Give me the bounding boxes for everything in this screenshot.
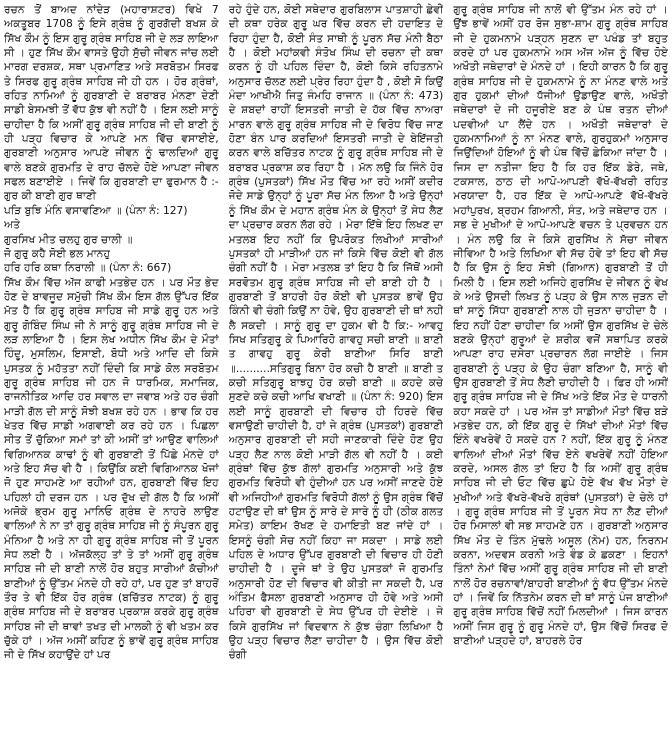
gurbani-quote-1: ਪੜਿ ਬੁਝਿ ਮੰਨਿ ਵਸਾਵਣਿਆ ॥ (ਪੰਨਾ ਨੰ: 127) xyxy=(4,203,188,217)
text-column-3 xyxy=(453,3,668,734)
text-column-2 xyxy=(229,3,444,734)
column-2-paragraph-1: ਰਹੇ ਹੁੰਦੇ ਹਨ, ਕੋਈ ਸਥੇਦਾਰ ਗੁਰਬਿਲਾਸ ਪਾਤਸ਼ਾਹੀ ਛੇਵੀਂ ਦੀ ਕਥਾ ਹਰੇਕ ਗੁਰੂ ਘਰ ਵਿੱਚ ਕਰਨ ਦੀ ਹਦਾਇਤ ਦੇ ਰਿਹਾ ਹੁੰਦਾ ਹੈ, ਕੋਈ ਸੰਤ ਸਾਥੀ ਨੂੰ ਪੂਰਨ ਸੱਚ ਮੰਨੀ ਬੈਠਾ ਹੈ । ਕੋਈ ਮਹਾਂਕਵੀ ਸੰਤੋਖ ਸਿੰਘ ਦੀ ਰਚਨਾ ਦੀ ਕਥਾ ਕਰਨ ਨੂੰ ਹੀ ਪਹਿਲ ਦਿੰਦਾ ਹੈ, ਕੋਈ ਕਿਸੇ ਰਹਿਤਨਾਮੇ ਅਨੁਸਾਰ ਚੱਲਣ ਲਈ ਪ੍ਰੇਰ ਰਿਹਾ ਹੁੰਦਾ ਹੈ , ਕੋਈ ਸੋ ਕਿਉਂ ਮੰਦਾ ਆਖੀਐ ਜਿਤੁ ਜੰਮਹਿ ਰਾਜਾਨ ॥ (ਪੰਨਾ ਨੰ: 473) ਦੇ ਸ਼ਬਦਾਂ ਰਾਹੀਂ ਇਸਤਰੀ ਜਾਤੀ ਦੇ ਹੱਕ ਵਿੱਚ ਨਾਅਰਾ ਮਾਰਨ ਵਾਲੇ ਗੁਰੂ ਗ੍ਰੰਥ ਸਾਹਿਬ ਜੀ ਦੇ ਵਿਰੋਧ ਵਿੱਚ ਜਾਣ ਹੋਣਾ ਬੰਨ ਪਾਰ ਕਰਦਿਆਂ ਇਸਤਰੀ ਜਾਤੀ ਦੇ ਬੇਇੱਜਤੀ ਕਰਨ ਵਾਲੇ ਬਚਿੱਤਰ ਨਾਟਕ ਨੂੰ ਗੁਰੂ ਗ੍ਰੰਥ ਸਾਹਿਬ ਜੀ ਦੇ ਬਰਾਬਰ ਪ੍ਰਕਾਸ਼ ਕਰ ਰਿਹਾ ਹੈ । ਮੱਨ ਲਉ ਕਿ ਜਿੰਨੇ ਹੋਰ ਗ੍ਰੰਥ (ਪੁਸਤਕਾਂ) ਸਿੱਖ ਮੌਤ ਵਿੱਚ ਆ ਰਹੇ ਅਸੀਂ ਕਦੀਰ ਜੋਦੇ ਸਾਡੇ ਉਨ੍ਹਾਂ ਨੂੰ ਪੂਰਾ ਸੱਚ ਮੰਨ ਲਿਆ ਹੈ ਅਤੇ ਉਨ੍ਹਾਂ ਨੂੰ ਸਿੱਖ ਕੌਮ ਦੇ ਮਹਾਨ ਗ੍ਰੰਥ ਮੰਨ ਕੇ ਉਨ੍ਹਾਂ ਤੋਂ ਸੇਧ ਲੈਣ ਦਾ ਪ੍ਰਚਾਰ ਕਰਨ ਲੱਗ ਰਹੇ । ਮੇਰਾ ਇੱਥੇ ਇਹ ਲਿਖਣ ਦਾ ਮਤਲਬ ਇਹ ਨਹੀਂ ਕਿ ਉਪਰੋਕਤ ਲਿਖੀਆਂ ਸਾਰੀਆਂ ਪੁਸਤਕਾਂ ਹੀ ਮਾੜੀਆਂ ਹਨ ਜਾਂ ਕਿਸੇ ਵਿੱਚ ਕੋਈ ਵੀ ਗੱਲ ਚੰਗੀ ਨਹੀਂ ਹੈ । ਮੇਰਾ ਮਤਲਬ ਤਾਂ ਇਹ ਹੈ ਕਿ ਜਿੱਥੋਂ ਅਸੀਂ ਸਰਵੋਤਮ ਗੁਰੂ ਗ੍ਰੰਥ ਸਾਹਿਬ ਜੀ ਦੀ ਬਾਣੀ ਹੀ ਹੈ । ਗੁਰਬਾਣੀ ਤੋਂ ਬਾਹਰੀ ਹੋਰ ਕੋਈ ਵੀ ਪੁਸਤਕ ਭਾਵੇਂ ਉਹ ਕਿੰਨੀ ਵੀ ਚੰਗੀ ਕਿਉਂ ਨਾ ਹੋਵੇ, ਉਹ ਗੁਰਬਾਣੀ ਦੀ ਥਾਂ ਨਹੀਂ ਲੈ ਸਕਦੀ । ਸਾਨੂੰ ਗੁਰੂ ਦਾ ਹੁਕਮ ਵੀ ਹੈ ਕਿ:- ਆਵਹੁ ਸਿਖ ਸਤਿਗੁਰੂ ਕੇ ਪਿਆਰਿਹੋ ਗਾਵਹੁ ਸਚੀ ਬਾਣੀ ॥ ਬਾਣੀ ਤ ਗਾਵਹੁ ਗੁਰੂ ਕੇਰੀ ਬਾਣੀਆ ਸਿਰਿ ਬਾਣੀ ॥..........ਸਤਿਗੁਰੂ ਬਿਨਾ ਹੋਰ ਕਚੀ ਹੈ ਬਾਣੀ ॥ ਬਾਣੀ ਤ ਕਚੀ ਸਤਿਗੁਰੂ ਬਾਝਹੁ ਹੋਰ ਕਚੀ ਬਾਣੀ ॥ ਕਹਦੇ ਕਚੇ ਸੁਣਦੇ ਕਚੇ ਕਚੀ ਆਖਿ ਵਖਾਣੀ ॥ (ਪੰਨਾ ਨੰ: 920) ਇਸ ਲਈ ਸਾਨੂੰ ਗੁਰਬਾਣੀ ਦੀ ਵਿਚਾਰ ਹੀ ਹਿਰਦੇ ਵਿੱਚ ਵਸਾਉਣੀ ਚਾਹੀਦੀ ਹੈ, ਹਾਂ ਜੇ ਗ੍ਰੰਥ (ਪੁਸਤਕਾਂ) ਗੁਰਬਾਣੀ ਅਨੁਸਾਰ ਗੁਰਬਾਣੀ ਦੀ ਸਹੀ ਜਾਣਕਾਰੀ ਦਿੰਦੇ ਹੋਣ ਉਹ ਪੜ੍ਹ ਲੈਣ ਨਾਲ ਕੋਈ ਮਾੜੀ ਗੱਲ ਵੀ ਨਹੀਂ ਹੈ । ਕਈ ਗ੍ਰੰਥਾਂ ਵਿੱਚ ਕੁੱਝ ਗੱਲਾਂ ਗੁਰਮਤਿ ਅਨੁਸਾਰੀ ਅਤੇ ਕੁੱਝ ਗੁਰਮਤਿ ਵਿਰੋਧੀ ਵੀ ਹੁੰਦੀਆਂ ਹਨ ਪਰ ਅਸੀਂ ਜਾਣਦੇ ਹੋਏ ਵੀ ਅਜਿਹੀਆਂ ਗੁਰਮਤਿ ਵਿਰੋਧੀ ਗੱਲਾਂ ਨੂੰ ਉਸ ਗ੍ਰੰਥ ਵਿੱਚੋਂ ਹਟਾਉਣ ਦੀ ਥਾਂ ਉਸ ਨੂੰ ਸਾਰੇ ਦੇ ਸਾਰੇ ਨੂੰ ਹੀ (ਠੀਕ ਗਲਤ ਸਮੇਤ) ਕਾਇਮ ਰੱਖਣ ਦੇ ਹਮਾਇਤੀ ਬਣ ਜਾਂਦੇ ਹਾਂ । ਇਸਨੂੰ ਚੰਗੀ ਸੋਚ ਨਹੀਂ ਕਿਹਾ ਜਾ ਸਕਦਾ । ਸਾਡੇ ਲਈ ਪਹਿਲ ਦੇ ਅਧਾਰ ਉੱਪਰ ਗੁਰਬਾਣੀ ਦੀ ਵਿਚਾਰ ਹੀ ਹੋਣੀ ਚਾਹੀਦੀ ਹੈ । ਦੂਜੇ ਥਾਂ ਤੇ ਉਹ ਪੁਸਤਕਾਂ ਜੋ ਗੁਰਮਤਿ ਅਨੁਸਾਰੀ ਹੋਣ ਦੀ ਵਿਚਾਰ ਵੀ ਕੀਤੀ ਜਾ ਸਕਦੀ ਹੈ, ਪਰ ਅੰਤਿਮ ਫੈਸਲਾ ਗੁਰਬਾਣੀ ਅਨੁਸਾਰ ਹੀ ਹੋਵੇ ਅਤੇ ਅਸੀਂ ਪਹਿਰਾ ਵੀ ਗੁਰਬਾਣੀ ਦੇ ਸੇਧ ਉੱਪਰ ਹੀ ਦੇਈਏ । ਜੇ ਕਿਸੇ ਗੁਰਸਿੱਖ ਜਾਂ ਵਿਦਵਾਨ ਨੇ ਕੁੱਝ ਚੰਗਾ ਲਿਖਿਆ ਹੈ ਉਹ ਪੜ੍ਹ ਵਿਚਾਰ ਲੈਣਾ ਚਾਹੀਦਾ ਹੈ । ਉਸ ਵਿੱਚ ਕੋਈ ਚੰਗੀ xyxy=(228,3,444,662)
gurbani-quote-2: ਗੁਰਸਿਖ ਮੀਤ ਚਲਹੁ ਗੁਰ ਚਾਲੀ ॥ ਜੋ ਗੁਰੁ ਕਹੈ ਸੋਈ ਭਲ ਮਾਨਹੁ ਹਰਿ ਹਰਿ ਕਥਾ ਨਿਰਾਲੀ ॥ (ਪੰਨਾ ਨੰ: 667) xyxy=(4,232,172,275)
column-1-paragraph-2: ਸਿੱਖ ਕੌਮ ਵਿੱਚ ਅੱਜ ਕਾਫੀ ਮਤਭੇਦ ਹਨ । ਪਰ ਮੌਤ ਭੇਦ ਹੋਣ ਦੇ ਬਾਵਜੂਦ ਸਮੁੱਚੀ ਸਿੱਖ ਕੌਮ ਇਸ ਗੱਲ ਉੱਪਰ ਇੱਕ ਮੱਤ ਹੈ ਕਿ ਗੁਰੂ ਗ੍ਰੰਥ ਸਾਹਿਬ ਜੀ ਸਾਡੇ ਗੁਰੂ ਹਨ ਅਤੇ ਗੁਰੂ ਗੋਬਿੰਦ ਸਿੰਘ ਜੀ ਨੇ ਸਾਨੂੰ ਗੁਰੂ ਗ੍ਰੰਥ ਸਾਹਿਬ ਜੀ ਦੇ ਲੜ ਲਾਇਆ ਹੈ । ਇਸ ਲੇਖ ਅਧੀਨ ਸਿੱਖ ਕੌਮ ਦੇ ਮੌਤਾਂ ਹਿੰਦੂ, ਮੁਸਲਿਮ, ਇਸਾਈ, ਬੋਧੀ ਅਤੇ ਆਦਿ ਦੀ ਕਿਸੇ ਪੁਸਤਕ ਨੂੰ ਮਹੱਤਤਾ ਨਹੀਂ ਦਿੰਦੀ ਕਿ ਸਾਡੇ ਕੋਲ ਸਰਬੋਤਮ ਗੁਰੂ ਗ੍ਰੰਥ ਸਾਹਿਬ ਜੀ ਹਨ ਜੋ ਧਾਰਮਿਕ, ਸਮਾਜਿਕ, ਰਾਜਨੀਤਿਕ ਆਦਿ ਹਰ ਸਵਾਲ ਦਾ ਜਵਾਬ ਅਤੇ ਹਰ ਚੰਗੀ ਮਾੜੀ ਗੱਲ ਦੀ ਸਾਨੂੰ ਸੋਝੀ ਬਖਸ਼ ਰਹੇ ਹਨ । ਭਾਵ ਕਿ ਹਰ ਖੇਤਰ ਵਿੱਚ ਸਾਡੀ ਅਗਵਾਈ ਕਰ ਰਹੇ ਹਨ । ਪਿਛਲਾ ਸੀਤ ਤੋਂ ਚੁੱਕਿਆ ਸਮਾਂ ਤਾਂ ਕੀ ਅਸੀਂ ਤਾਂ ਆਉਣ ਵਾਲਿਆਂ ਵਿਗਿਆਨਕ ਕਾਢਾਂ ਨੂੰ ਵੀ ਗੁਰਬਾਣੀ ਤੋਂ ਪਿੱਛੇ ਮੰਨਦੇ ਹਾਂ ਅਤੇ ਇਹ ਸੱਚ ਵੀ ਹੈ । ਕਿਉਂਕਿ ਕਈ ਵਿਗਿਆਨਕ ਖੋਜਾਂ ਜੋ ਹੁਣ ਸਾਹਮਣੇ ਆ ਰਹੀਆਂ ਹਨ, ਗੁਰਬਾਣੀ ਵਿੱਚ ਇਹ ਪਹਿਲਾਂ ਹੀ ਦਰਜ ਹਨ । ਪਰ ਦੁੱਖ ਦੀ ਗੱਲ ਹੈ ਕਿ ਅਸੀਂ ਅਜੋਕੇ ਭ੍ਰਮ ਗੁਰੂ ਮਾਨਿਓ ਗ੍ਰੰਥ ਦੇ ਨਾਹਰੇ ਲਾਉਣ ਵਾਲਿਆਂ ਨੇ ਨਾ ਤਾਂ ਗੁਰੂ ਗ੍ਰੰਥ ਸਾਹਿਬ ਜੀ ਨੂੰ ਸੰਪੂਰਨ ਗੁਰੂ ਮੰਨਿਆ ਹੈ ਅਤੇ ਨਾ ਹੀ ਗੁਰੂ ਗ੍ਰੰਥ ਸਾਹਿਬ ਜੀ ਤੋਂ ਪੂਰਨ ਸੇਧ ਲਈ ਹੈ । ਅੱਜਕੱਲ੍ਹ ਤਾਂ ਤੇ ਤਾਂ ਅਸੀਂ ਗੁਰੂ ਗ੍ਰੰਥ ਸਾਹਿਬ ਜੀ ਦੀ ਬਾਣੀ ਨਾਲੋਂ ਹੋਰ ਬਹੁਤ ਸਾਰੀਆਂ ਕੱਚੀਆਂ ਬਾਣੀਆਂ ਨੂੰ ਉੱਤਮ ਮੰਨਦੇ ਹੀ ਰਹੇ ਹਾਂ, ਪਰ ਹੁਣ ਤਾਂ ਬਾਹਰੋਂ ਤੌਰ ਤੇ ਵੀ ਇੱਕ ਹੋਰ ਗ੍ਰੰਥ (ਬਚਿੱਤਰ ਨਾਟਕ) ਨੂੰ ਗੁਰੂ ਗ੍ਰੰਥ ਸਾਹਿਬ ਜੀ ਦੇ ਬਰਾਬਰ ਪ੍ਰਕਾਸ਼ ਕਰਕੇ ਗੁਰੂ ਗ੍ਰੰਥ ਸਾਹਿਬ ਜੀ ਦੀ ਥਾਵਾਂ ਤਖਤ ਦੀ ਮਾਲਕੀ ਨੂੰ ਵੀ ਖਤਮ ਕਰ ਚੁੱਕੇ ਹਾਂ । ਅੱਜ ਅਸੀਂ ਕਹਿਣ ਨੂੰ ਭਾਵੇਂ ਗੁਰੂ ਗ੍ਰੰਥ ਸਾਹਿਬ ਜੀ ਦੇ ਸਿੱਖ ਕਹਾਉਂਦੇ ਹਾਂ ਪਰ xyxy=(4,275,219,662)
column-3-paragraph-1: ਗੁਰੂ ਗ੍ਰੰਥ ਸਾਹਿਬ ਜੀ ਨਾਲੋਂ ਵੀ ਉੱਤਮ ਮੰਨ ਰਹੇ ਹਾਂ । ਉਂਝ ਭਾਵੇਂ ਅਸੀਂ ਹਰ ਰੋਜ ਸੁਭਾ-ਸ਼ਾਮ ਗੁਰੂ ਗ੍ਰੰਥ ਸਾਹਿਬ ਜੀ ਦੇ ਹੁਕਮਨਾਮੇ ਪੜ੍ਹਨ ਸੁਣਨ ਦਾ ਪਖੰਡ ਤਾਂ ਬਹੁਤ ਕਰਦੇ ਹਾਂ ਪਰ ਹੁਕਮਨਾਮੇ ਅਸ ਅੱਜ ਅੱਜ ਨੂੰ ਵਿੱਚ ਹੋਏ ਅਖੌਤੀ ਜਥੇਦਾਰਾਂ ਦੇ ਮੰਨਦੇ ਹਾਂ । ਇਹੀ ਕਾਰਨ ਹੈ ਕਿ ਗੁਰੂ ਗ੍ਰੰਥ ਸਾਹਿਬ ਜੀ ਦੇ ਹੁਕਮਨਾਮੇ ਨੂੰ ਨਾ ਮੰਨਣ ਵਾਲੇ ਅਤੇ ਗੁਰ ਹੁਕਮਾਂ ਦੀਆਂ ਧੱਜੀਆਂ ਉਡਾਉਣ ਵਾਲੇ, ਅਖੌਤੀ ਜਥੇਦਾਰਾਂ ਦੇ ਜੀ ਹਜੂਰੀਏ ਬਣ ਕੇ ਪੰਥ ਰਤਨ ਦੀਆਂ ਪਦਵੀਆਂ ਪਾ ਲੈਂਦੇ ਹਨ । ਅਖੌਤੀ ਜਥੇਦਾਰਾਂ ਦੇ ਹੁਕਮਨਾਮਿਆਂ ਨੂੰ ਨਾ ਮੰਨਣ ਵਾਲੇ, ਗੁਰਹੁਕਮਾਂ ਅਨੁਸਾਰ ਜਿਉਂਦਿਆਂ ਹੋਇਆਂ ਨੂੰ ਵੀ ਪੰਥ ਵਿੱਚੋਂ ਛੇਕਿਆ ਜਾਂਦਾ ਹੈ । ਜਿਸ ਦਾ ਨਤੀਜਾ ਇਹ ਹੈ ਕਿ ਹਰ ਇੱਕ ਡੇਰੇ, ਜਥੇ, ਟਕਸਾਲ, ਠਾਠ ਦੀ ਆਪੋ-ਆਪਣੀ ਵੱਖੋ-ਵੱਖਰੀ ਰਹਿਤ ਮਰਯਾਦਾ ਹੈ, ਹਰ ਇੱਕ ਦੇ ਆਪੋ-ਆਪਣੇ ਵੱਖੋ-ਵੱਖਰੇ ਮਹਾਂਪੁਰਖ, ਬ੍ਰਹਮ ਗਿਆਨੀ, ਸੰਤ, ਅਤੇ ਜਥੇਦਾਰ ਹਨ । ਸਭ ਦੇ ਮੁਖੀਆਂ ਦੇ ਆਪੋ-ਆਪਣੇ ਵਚਨ ਤੇ ਪ੍ਰਵਚਨ ਹਨ । ਮੰਨ ਲਉ ਕਿ ਜੇ ਕਿਸੇ ਗੁਰਸਿੱਖ ਨੇ ਸੱਚਾ ਜੀਵਨ ਜੀਵਿਆ ਹੈ ਅਤੇ ਲਿਖਿਆ ਵੀ ਸੱਚ ਹੋਵੇ ਤਾਂ ਇਹ ਵੀ ਸੱਚ ਹੈ ਕਿ ਉਸ ਨੂੰ ਇਹ ਸੋਝੀ (ਗਿਆਨ) ਗੁਰਬਾਣੀ ਤੋਂ ਹੀ ਮਿਲੀ ਹੈ । ਇਸ ਲਈ ਅਜਿਹੇ ਗੁਰਸਿੱਖ ਦੇ ਜੀਵਨ ਨੂੰ ਵੇਖ ਕੇ ਅਤੇ ਉਸਦੀ ਲਿਖਤ ਨੂੰ ਪੜ੍ਹ ਕੇ ਉਸ ਨਾਲ ਜੁੜਨ ਦੀ ਥਾਂ ਸਾਨੂੰ ਸਿੱਧਾ ਗੁਰਬਾਣੀ ਨਾਲ ਹੀ ਜੁੜਨਾ ਚਾਹੀਦਾ ਹੈ । ਇਹ ਨਹੀਂ ਹੋਣਾ ਚਾਹੀਦਾ ਕਿ ਅਸੀਂ ਉਸ ਗੁਰਸਿੱਖ ਦੇ ਚੇਲੇ ਬਣਕੇ ਉਨ੍ਹਾਂ ਗੁਰੂਆਂ ਦੇ ਸ਼ਰੀਕ ਵਜੋਂ ਸਥਾਪਿਤ ਕਰਕੇ ਆਪਣਾ ਰਾਹ ਦਸੇਰਾ ਪ੍ਰਚਾਰਨ ਲੱਗ ਜਾਈਏ । ਜਿਸ ਗੁਰਬਾਣੀ ਨੂੰ ਪੜ੍ਹ ਕੇ ਉਹ ਚੰਗਾ ਬਣਿਆ ਹੈ, ਸਾਨੂੰ ਵੀ ਉਸ ਗੁਰਬਾਣੀ ਤੋਂ ਸੇਧ ਲੈਣੀ ਚਾਹੀਦੀ ਹੈ । ਫਿਰ ਹੀ ਅਸੀਂ ਗੁਰੂ ਗ੍ਰੰਥ ਸਾਹਿਬ ਜੀ ਦੇ ਸਿੱਖ ਅਤੇ ਇੱਕ ਮੌਤ ਦੇ ਧਾਰਨੀ ਕਹਾ ਸਕਦੇ ਹਾਂ । ਪਰ ਅੱਜ ਤਾਂ ਸਾਡੀਆਂ ਮੌਤਾਂ ਵਿੱਚ ਬੜੇ ਮਤਭੇਦ ਹਨ, ਕੀ ਇੱਕ ਗੁਰੂ ਦੇ ਸਿੱਖਾਂ ਦੀਆਂ ਮੌਤਾਂ ਵਿੱਚ ਇੰਨੇ ਵਖਰੇਵੇਂ ਹੋ ਸਕਦੇ ਹਨ ? ਨਹੀਂ, ਇੱਕ ਗੁਰੂ ਨੂੰ ਮੰਨਣ ਵਾਲਿਆਂ ਦੀਆਂ ਮੌਤਾਂ ਵਿੱਚ ਏਨੇ ਵਖਰੇਵੇਂ ਨਹੀਂ ਹੋਇਆ ਕਰਦੇ, ਅਸਲ ਗੱਲ ਤਾਂ ਇਹ ਹੈ ਕਿ ਅਸੀਂ ਗੁਰੂ ਗ੍ਰੰਥ ਸਾਹਿਬ ਜੀ ਦੀ ਓਟ ਵਿੱਚ ਛੁਪੇ ਹੋਏ ਵੱਖ ਵੱਖ ਮੌਤਾਂ ਦੇ ਮੁਖੀਆਂ ਅਤੇ ਵੱਖਰੇ-ਵੱਖਰੇ ਗ੍ਰੰਥਾਂ (ਪੁਸਤਕਾਂ) ਦੇ ਚੇਲੇ ਹਾਂ । ਗੁਰੂ ਗ੍ਰੰਥ ਸਾਹਿਬ ਜੀ ਤੋਂ ਪੂਰਨ ਸੇਧ ਨਾ ਲੈਣ ਦੀਆਂ ਹੋਰ ਮਿਸਾਲਾਂ ਵੀ ਸਭ ਸਾਹਮਣੇ ਹਨ । ਗੁਰਬਾਣੀ ਅਨੁਸਾਰ ਸਿੱਖ ਮੌਤ ਦੇ ਤਿੰਨ ਮੁੱਢਲੇ ਅਸੂਲ (ਨੇਮ) ਹਨ, ਨਿਰਨਮ ਕਰਨਾ, ਅਦਵਸ ਕਰਨੀ ਅਤੇ ਵੰਡ ਕੇ ਛਕਣਾ । ਇਹਨਾਂ ਤਿੰਨਾਂ ਨੇਮਾਂ ਵਿੱਚ ਅਸੀਂ ਗੁਰੂ ਗ੍ਰੰਥ ਸਾਹਿਬ ਜੀ ਦੀ ਬਾਣੀ ਨਾਲੋਂ ਹੋਰ ਰਚਨਾਵਾਂ/ਬਾਹਰੀ ਬਾਣੀਆਂ ਨੂੰ ਵੱਧ ਉੱਤਮ ਮੰਨਦੇ ਹਾਂ । ਜਿਵੇਂ ਕਿ ਨਿੱਤਨੇਮ ਕਰਨ ਦੀ ਥਾਂ ਸਾਨੂੰ ਪੰਜ ਬਾਣੀਆਂ ਗੁਰੂ ਗ੍ਰੰਥ ਸਾਹਿਬ ਵਿੱਚੋਂ ਨਹੀਂ ਮਿਲਦੀਆਂ । ਜਿਸ ਕਾਰਨ ਅਸੀਂ ਜਿਸ ਗੁਰੂ ਨੂੰ ਗੁਰੂ ਮੰਨਦੇ ਹਾਂ, ਉਸ ਵਿੱਚੋਂ ਸਿਰਫ ਦੋ ਬਾਣੀਆਂ ਪੜ੍ਹਦੇ ਹਾਂ, ਬਾਹਰਲੇ ਹੋਰ xyxy=(453,3,669,648)
text-column-1 xyxy=(4,3,219,734)
conjunction-word: ਅਤੇ xyxy=(4,218,21,232)
column-1-paragraph-1: ਰਚਨ ਤੋਂ ਬਾਅਦ ਨਾਂਦੇੜ (ਮਹਾਰਾਸ਼ਟਰ) ਵਿਖੇ 7 ਅਕਤੂਬਰ 1708 ਨੂੰ ਇਸੇ ਗ੍ਰੰਥ ਨੂੰ ਗੁਰਗੱਦੀ ਬਖਸ਼ ਕੇ ਸਿੱਖ ਕੌਮ ਨੂੰ ਇਸ ਗੁਰੂ ਗ੍ਰੰਥ ਸਾਹਿਬ ਜੀ ਦੇ ਲੜ ਲਾਇਆ ਸੀ । ਹੁਣ ਸਿੱਖ ਕੌਮ ਵਾਸਤੇ ਉਹੀ ਸੁੱਚੀ ਜੀਵਨ ਜਾਂਚ ਲਈ ਮਾਰਗ ਦਰਸ਼ਕ, ਸਥਾ ਪ੍ਰਮਾਣਿਤ ਅਤੇ ਸਰਬੋਤਮ ਸਿਰਫ ਤੇ ਸਿਰਫ ਗੁਰੂ ਗ੍ਰੰਥ ਸਾਹਿਬ ਜੀ ਹੀ ਹਨ । ਹੋਰ ਗ੍ਰੰਥਾਂ, ਰਹਿਤ ਨਾਮਿਆਂ ਨੂੰ ਗੁਰਬਾਣੀ ਦੇ ਬਰਾਬਰ ਮੰਨਣਾ ਦੇਣੀ ਸਾਡੀ ਬੇਸਮਝੀ ਤੋਂ ਵੱਧ ਕੁੱਝ ਵੀ ਨਹੀਂ ਹੈ । ਇਸ ਲਈ ਸਾਨੂੰ ਚਾਹੀਦਾ ਹੈ ਕਿ ਅਸੀਂ ਗੁਰੂ ਗ੍ਰੰਥ ਸਾਹਿਬ ਜੀ ਦੀ ਬਾਣੀ ਨੂੰ ਹੀ ਪੜ੍ਹ ਵਿਚਾਰ ਕੇ ਆਪਣੇ ਮਨ ਵਿੱਚ ਵਸਾਈਏ, ਗੁਰਬਾਣੀ ਅਨੁਸਾਰ ਆਪਣੇ ਜੀਵਨ ਨੂੰ ਢਾਲਦਿਆਂ ਗੁਰੂ ਵਾਲੇ ਬਣਕੇ ਗੁਰਮਤਿ ਦੇ ਰਾਹ ਚੱਲਦੇ ਹੋਏ ਆਪਣਾ ਜੀਵਨ ਸਫਲ ਬਣਾਈਏ । ਜਿਵੇਂ ਕਿ ਗੁਰਬਾਣੀ ਦਾ ਫੁਰਮਾਨ ਹੈ :- ਗੁਰ ਕੀ ਬਾਣੀ ਗੁਰ ਥਾਣੀ xyxy=(4,3,219,203)
